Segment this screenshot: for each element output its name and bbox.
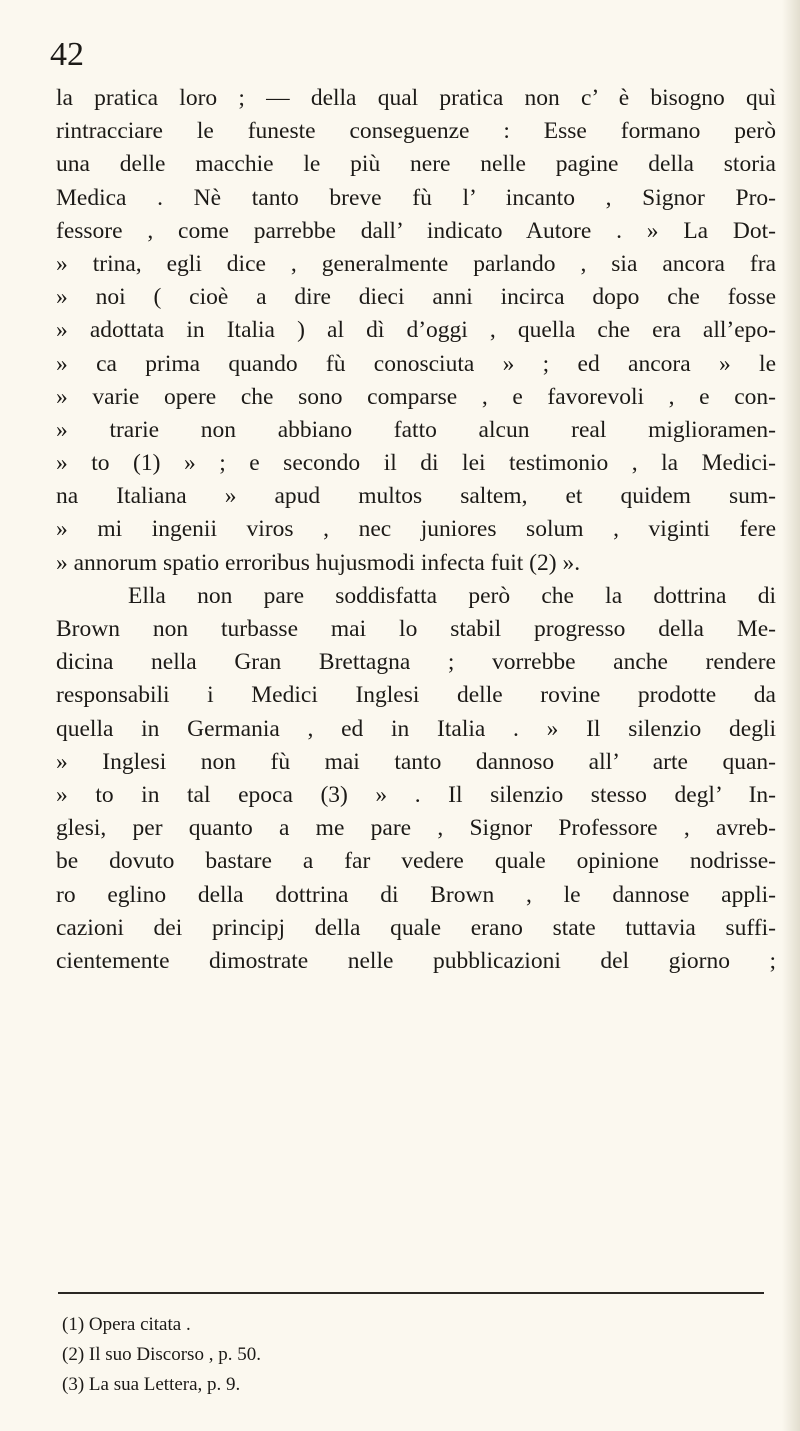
text-line: » varie opere che sono comparse , e favorevoli , e con- bbox=[56, 383, 776, 410]
text-line: be dovuto bastare a far vedere quale opinione nodrisse- bbox=[56, 848, 776, 875]
text-line: cientemente dimostrate nelle pubblicazioni del giorno ; bbox=[56, 947, 776, 974]
text-line: » Inglesi non fù mai tanto dannoso all’ arte quan- bbox=[56, 748, 776, 775]
text-line: » to in tal epoca (3) » . Il silenzio stesso degl’ In- bbox=[56, 781, 776, 808]
text-line: Ella non pare soddisfatta però che la dottrina di bbox=[128, 582, 776, 609]
text-line: fessore , come parrebbe dall’ indicato Autore . » La Dot- bbox=[56, 217, 776, 244]
text-line: quella in Germania , ed in Italia . » Il silenzio degli bbox=[56, 715, 776, 742]
text-line: » mi ingenii viros , nec juniores solum , viginti fere bbox=[56, 516, 776, 543]
footnote-divider bbox=[58, 1292, 764, 1294]
text-line: rintracciare le funeste conseguenze : Esse formano però bbox=[56, 118, 776, 145]
text-line: responsabili i Medici Inglesi delle rovine prodotte da bbox=[56, 682, 776, 709]
body-text bbox=[56, 82, 776, 978]
text-line: dicina nella Gran Brettagna ; vorrebbe anche rendere bbox=[56, 649, 776, 676]
text-line: cazioni dei principj della quale erano state tuttavia suffi- bbox=[56, 914, 776, 941]
text-line: » annorum spatio erroribus hujusmodi infecta fuit (2) ». bbox=[56, 549, 581, 576]
text-line: glesi, per quanto a me pare , Signor Professore , avreb- bbox=[56, 815, 776, 842]
text-line: Medica . Nè tanto breve fù l’ incanto , Signor Pro- bbox=[56, 184, 776, 211]
page-edge-shadow bbox=[782, 0, 800, 1431]
text-line: » noi ( cioè a dire dieci anni incirca dopo che fosse bbox=[56, 284, 776, 311]
text-line: Brown non turbasse mai lo stabil progresso della Me- bbox=[56, 616, 776, 642]
text-line: ro eglino della dottrina di Brown , le dannose appli- bbox=[56, 881, 776, 908]
text-line: » ca prima quando fù conosciuta » ; ed ancora » le bbox=[56, 350, 776, 377]
text-line: » trarie non abbiano fatto alcun real miglioramen- bbox=[56, 416, 776, 443]
page-number: 42 bbox=[50, 36, 84, 73]
text-line: una delle macchie le più nere nelle pagine della storia bbox=[56, 151, 776, 178]
footnotes bbox=[62, 1310, 662, 1400]
footnote: (1) Opera citata . bbox=[62, 1314, 191, 1335]
text-line: » to (1) » ; e secondo il di lei testimonio , la Medici- bbox=[56, 450, 776, 477]
text-line: na Italiana » apud multos saltem, et quidem sum- bbox=[56, 483, 776, 510]
text-line: » trina, egli dice , generalmente parlando , sia ancora fra bbox=[56, 250, 776, 277]
footnote: (3) La sua Lettera, p. 9. bbox=[62, 1374, 241, 1395]
text-line: la pratica loro ; — della qual pratica non c’ è bisogno quì bbox=[56, 85, 776, 111]
text-line: » adottata in Italia ) al dì d’oggi , quella che era all’epo- bbox=[56, 317, 776, 344]
footnote: (2) Il suo Discorso , p. 50. bbox=[62, 1344, 261, 1365]
